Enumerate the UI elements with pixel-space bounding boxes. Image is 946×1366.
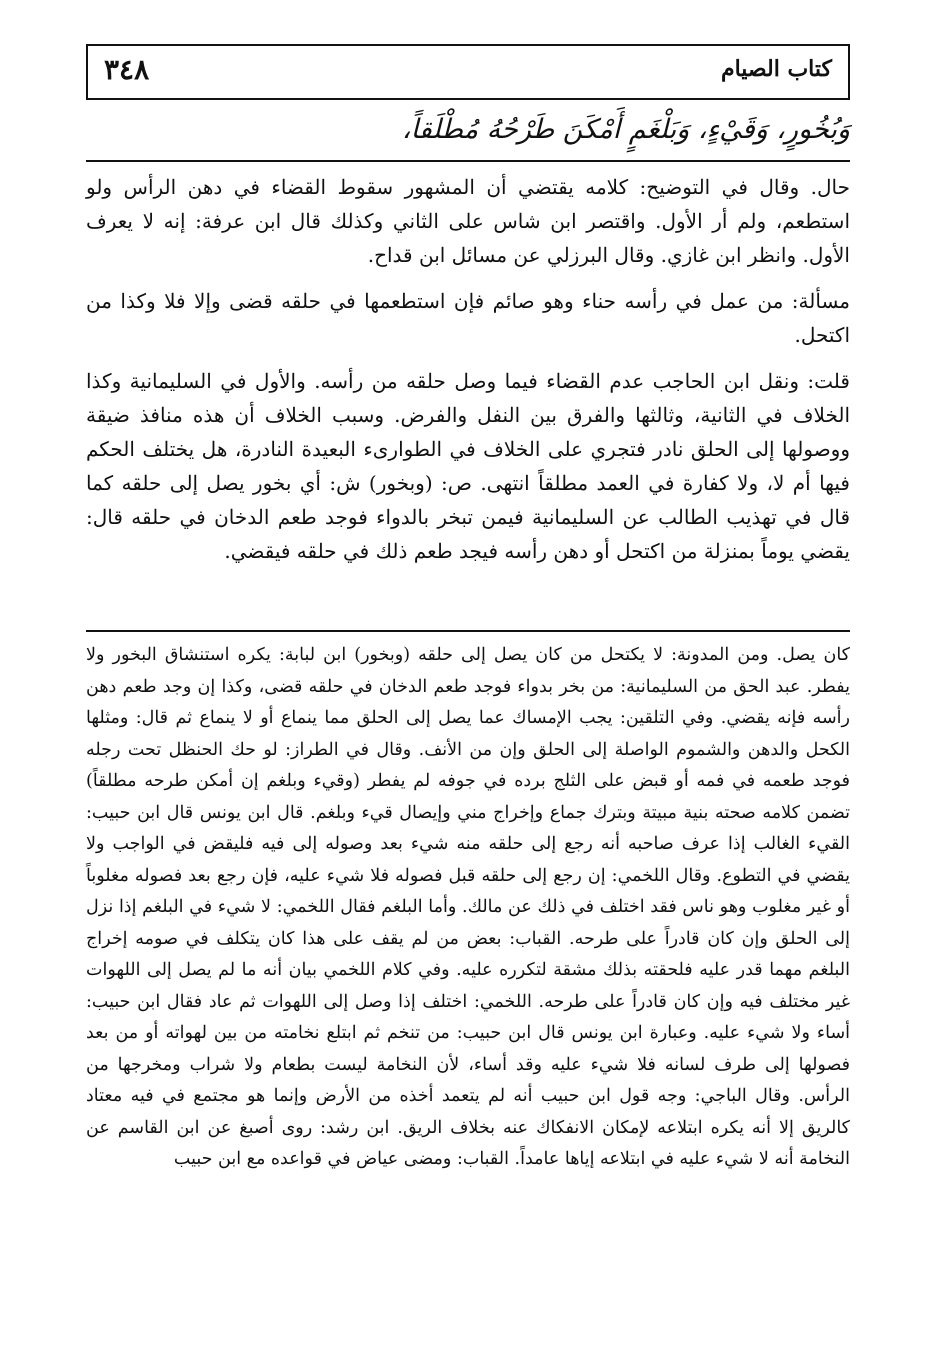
matn-verse: وَبُخُورٍ، وَقَيْءٍ، وَبَلْغَمٍ أَمْكَنَ طَرْحُهُ مُطْلَقاً،: [401, 114, 850, 145]
footnotes-body: [86, 640, 850, 1176]
page-number: ٣٤٨: [104, 53, 150, 86]
divider-top: [86, 160, 850, 162]
commentary-paragraph: قلت: ونقل ابن الحاجب عدم القضاء فيما وصل حلقه من رأسه. والأول في السليمانية وكذا الخلاف في الثانية، وثالثها والفرق بين النفل والفرض. وسبب الخلاف أن هذه منافذ ضيقة ووصولها إلى الحلق نادر فتجري على الخلاف في الطوارىء البعيدة النادرة، هل يختلف الحكم فيها أم لا، ولا كفارة في العمد مطلقاً انتهى. ص: (وبخور) ش: أي بخور يصل إلى حلقه كما قال في تهذيب الطالب عن السليمانية فيمن تبخر بالدواء فوجد طعم الدخان في حلقه قال: يقضي يوماً بمنزلة من اكتحل أو دهن رأسه فيجد طعم ذلك في حلقه فيقضي.: [86, 369, 850, 563]
divider-footnotes: [86, 630, 850, 632]
commentary-body: [86, 170, 850, 580]
page-header: [86, 44, 850, 100]
book-title: كتاب الصيام: [720, 56, 832, 82]
footnote-text: كان يصل. ومن المدونة: لا يكتحل من كان يصل إلى حلقه (وبخور) ابن لبابة: يكره استنشاق البخور ولا يفطر. عبد الحق من السليمانية: من بخر بدواء فوجد طعم الدخان في حلقه قضى، وكذا إن وجد طعم دهن رأسه فإنه يقضي. وفي التلقين: يجب الإمساك عما يصل إلى الحلق مما ينماع أو لا ينماع ثم قال: ومثلها الكحل والدهن والشموم الواصلة إلى الحلق وإن من الأنف. وقال في الطراز: لو حك الحنظل تحت رجله فوجد طعمه في فمه أو قبض على الثلج برده في جوفه لم يفطر (وقيء وبلغم إن أمكن طرحه مطلقاً) تضمن كلامه صحته بنية مبيتة وبترك جماع وإخراج مني وإيصال قيء وبلغم. قال ابن يونس قال ابن حبيب: القيء الغالب إذا عرف صاحبه أنه رجع إلى حلقه منه شيء بعد وصوله إلى فيه فليقض في الواجب ولا يقضي في التطوع. وقال اللخمي: إن رجع إلى حلقه قبل فصوله فلا شيء عليه، فإن رجع بعد فصوله مغلوباً أو غير مغلوب وهو ناس فقد اختلف في ذلك عن مالك. وأما البلغم فقال اللخمي: لا شيء في البلغم إذا نزل إلى الحلق وإن كان قادراً على طرحه. القباب: بعض من لم يقف على هذا كان يتكلف في صومه إخراج البلغم مهما قدر عليه فلحقته بذلك مشقة لتكرره عليه. وفي كلام اللخمي بيان أنه ما لم يصل إلى اللهوات غير مختلف فيه وإن كان قادراً على طرحه. اللخمي: اختلف إذا وصل إلى اللهوات ثم عاد فقال ابن حبيب: أساء ولا شيء عليه. وعبارة ابن يونس قال ابن حبيب: من تنخم ثم ابتلع نخامته من بين لهواته أو من بعد فصولها إلى طرف لسانه فلا شيء عليه وقد أساء، لأن النخامة ليست بطعام ولا شراب ومخرجها من الرأس. وقال الباجي: وجه قول ابن حبيب أنه لم يتعمد أخذه من الأرض وإنما هو مجتمع في فيه معتاد كالريق إلا أنه يكره ابتلاعه لإمكان الانفكاك عنه بخلاف الريق. ابن رشد: روى أصبغ عن ابن القاسم عن النخامة أنه لا شيء عليه في ابتلاعه إياها عامداً. القباب: ومضى عياض في قواعده مع ابن حبيب: [86, 645, 850, 1169]
commentary-paragraph: مسألة: من عمل في رأسه حناء وهو صائم فإن استطعمها في حلقه قضى وإلا فلا وكذا من اكتحل.: [86, 289, 850, 347]
commentary-paragraph: حال. وقال في التوضيح: كلامه يقتضي أن المشهور سقوط القضاء في دهن الرأس ولو استطعم، ولم أر الأول. واقتصر ابن شاس على الثاني وكذلك قال ابن عرفة: إنه لا يعرف الأول. وانظر ابن غازي. وقال البرزلي عن مسائل ابن قداح.: [86, 175, 850, 267]
